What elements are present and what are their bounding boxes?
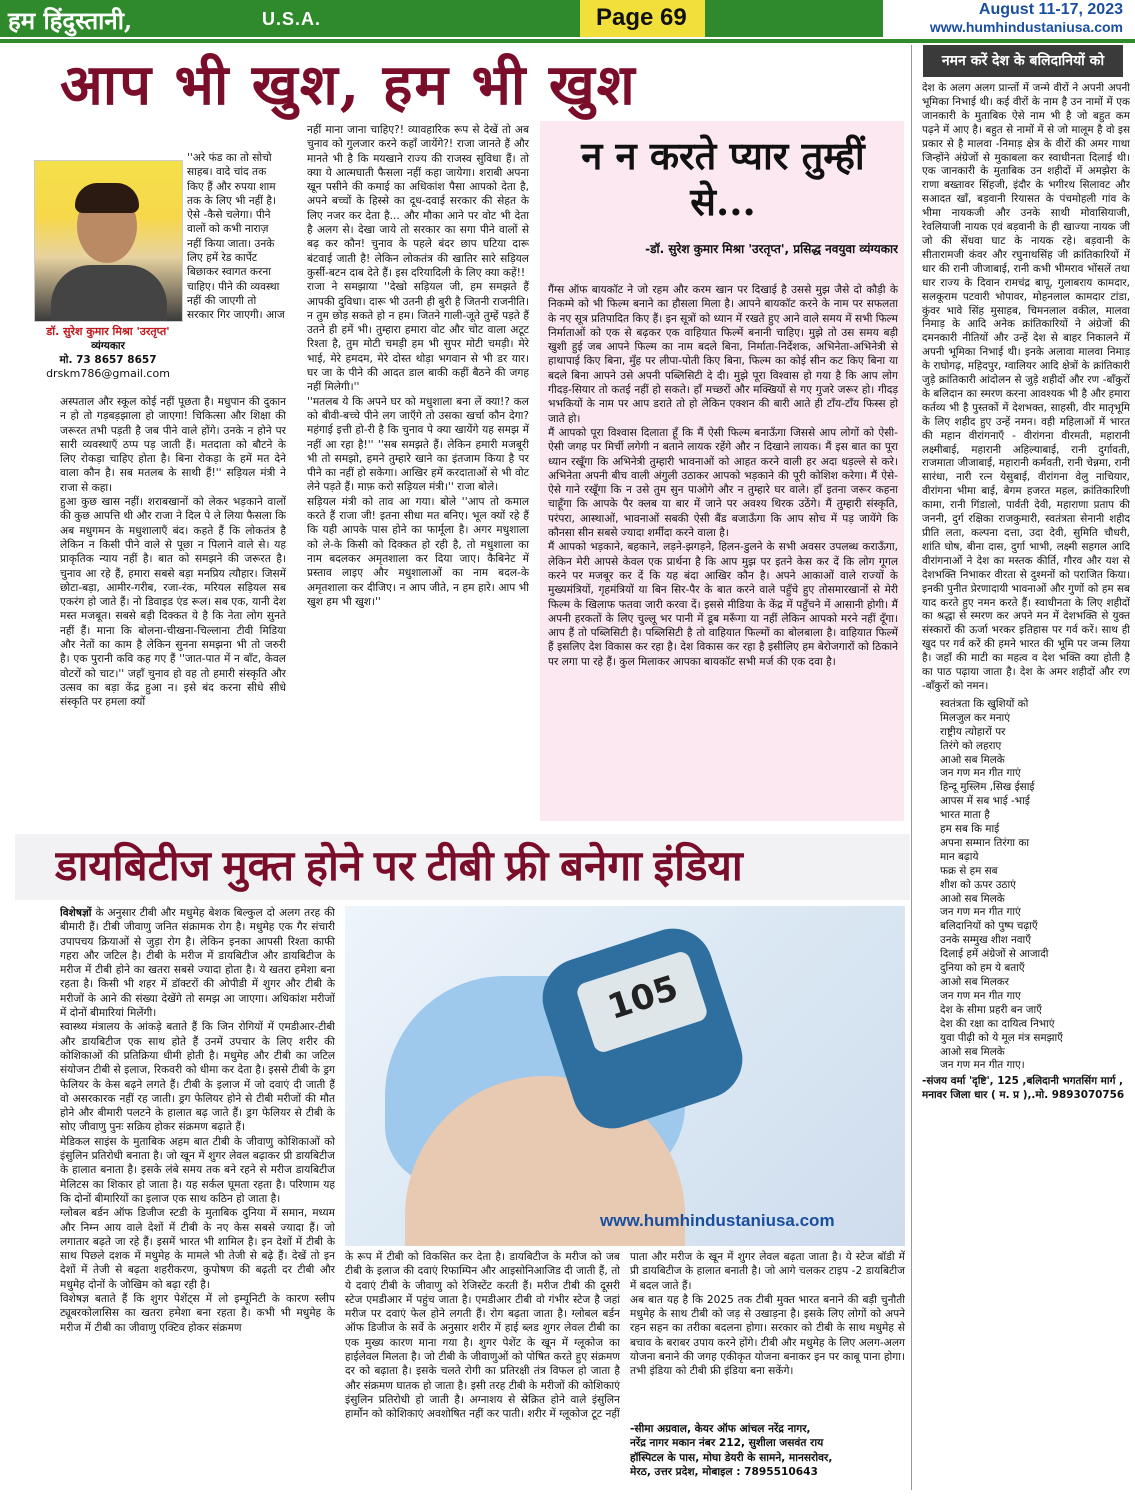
author-name: डॉ. सुरेश कुमार मिश्रा 'उरतृप्त' [46,325,170,338]
article1-col1-text: अस्पताल और स्कूल कोई नहीं पूछता है। मधुपान की दुकान न हो तो गड़बड़झाला हो जाएगा! चिकित्सा और शिक्षा की जरूरत तभी पड़ती है जब पीने वाले होंगे। उनके न होने पर सारी व्यवस्थाएँ ठप्प पड़ जाती हैं। मतदाता को बौटने के लिए रोकड़ा चाहिए होता है। बिना रोकड़ा के हमें मत देने वाला कौन है। सब मतलब के साथी हैं!'' सड़ियल मंत्री ने राजा से कहा। हुआ कुछ खास नहीं। शराबखानों को लेकर भड़काने वालों की कुछ आपत्ति थी और राजा ने दिल पे ले लिया फैसला कि अब मधुगमन के मधुशालाएँ बंद। कहते हैं कि लोकतंत्र है लेकिन न किसी पीने वाले से पूछा न पिलाने वाले से। यह प्राकृतिक न्याय नहीं है। बात को समझने की जरूरत है। चुनाव आ रहे हैं, हमारा सबसे बड़ा मनप्रिय त्यौहार। जिसमें छोटा-बड़ा, आमीर-गरीब, रजा-रंक, मरियल सड़ियल सब एकरंग हो जाते हैं। नो डिवाइड एंड रूल। सब एक, यानी देश मस्त मजबूत। सबसे बड़ी दिक्कत ये है कि नेता लोग सुनते नहीं हैं। माना कि बोलना-चीखना-चिल्लाना टीवी मिडिया और नेतों का काम है लेकिन सुनना समझना भी तो जरुरी है। एक पुरानी कवि कह गए हैं ''जात-पात में न बाँट, केवल वोटरों को चाट।'' जहाँ चुनाव हो वह तो हमारी संस्कृति और उत्सव का बड़ा केंद्र हुआ न। इसे बंद करना सीधे सीधे संस्कृति पर हमला क्यों [60,396,286,709]
glucose-reading: 105 [603,968,683,1028]
article3-col1-text [60,906,335,1335]
column-divider [911,45,912,1490]
author-photo [34,160,183,322]
author-photo-shirt [51,265,167,321]
article3-col3-text: पाता और मरीज के खून में शुगर लेवल बढ़ता जाता है। ये स्टेज बॉडी में प्री डायबिटीज के हालात बनाती है। जो आगे चलकर टाइप -2 डायबिटीज में बदल जाते हैं। अब बात यह है कि 2025 तक टीबी मुक्त भारत बनाने की बड़ी चुनौती मधुमेह के साथ टीबी को जड़ से उखाड़ना है। इसके लिए लोगों को अपने रहन सहन का तरीका बदलना होगा। सरकार को टीबी के साथ मधुमेह से बचाव के बराबर उपाय करने होंगे। टीबी और मधुमेह के लिए अलग-अलग योजना बनाने की जगह एकीकृत योजना बनाकर इन पर काबू पाना होगा। तभी इंडिया को टीबी फ्री इंडिया बना सकेंगे। [630,1251,905,1378]
article3-headline: डायबिटीज मुक्त होने पर टीबी फ्री बनेगा इंडिया [55,842,743,889]
sidebar-body: देश के अलग अलग प्रान्तों में जन्मे वीरों ने अपनी अपनी भूमिका निभाई थी। कई वीरों के नाम है उन नामों में एक जानकारी के मुताबिक ऐसे नाम भी है जो बहुत कम पढ़ने में आए है। बहुत से नामों में से जो मालूम है वो इस प्रकार से है मालवा -निमाड़ क्षेत्र के वीरों की अमर गाथा जिन्होंने अंग्रेजों से मुकाबला कर स्वाधीनता दिलाई थी। एक जानकारी के मुताबिक उन शहीदों में अमझेरा के राणा बख्तावर सिंहजी, इंदौर के भगीरथ सिलावट और सआदत खाँ, बड़वानी रियासत के पंचमोहली गांव के भीमा नायकजी और उनके साथी मोवासियाजी, रेवलियाजी नायक एवं बड़वानी के ही खाज्या नायक जी जो की सेंधवा घाट के नायक रहे। बड़वानी के सीतारामजी कंवर और रघुनाथसिंह जी क्रांतिकारियों में धार की रानी जीजाबाई, रानी कभी भीमराव भोंसलें तथा धार राज्य के दिवान रामचंद्र बापू, गुलाबराय कामदार, सलकूराम पटवारी भोपावर, मोहनलाल कामदार टांडा, कुंवर भावे सिंह मुसाहब, चिमनलाल वकील, मालवा निमाड़ के आदि अनेक क्रांतिकारियों ने अंग्रेजों की दमनकारी नीतियों और उन्हें देश से बाहर निकालने में अपनी भूमिका निभाई थी। इनके अलावा मालवा निमाड़ के राघोगढ़, महिदपुर, ग्वालियर आदि क्षेत्रों के क्रांतिकारी जुड़े क्रांतिकारी आंदोलन से जुड़े शहीदों और रण -बाँकुरों के बलिदान का स्मरण करना आवश्यक भी है और हमारा कर्तव्य भी है पुस्तकों में देशभक्त, साहसी, वीर मातृभूमि के लिए शहीद हुए उन्हें नमन। वही महिलाओं में भारत की महान वीरांगनाएँ - वीरांगना वीरमती, महारानी लक्ष्मीबाई, महारानी अहिल्याबाई, रानी दुर्गावती, राजमाता जीजाबाई, महारानी कर्मवती, रानी चेन्नमा, रानी सारंधा, नारी रत्न येसुबाई, वीरांगना वेलु नाचियार, वीरांगना भीमा बाई, बेगम हजरत महल, क्रांतिकारिणी कामा, रानी गिंडालो, पार्वती देवी, महाराणा प्रताप की जननी, दुर्ग रक्षिका राजकुमारी, स्वतंत्रता सेनानी शहीद प्रीति लता, कल्पना दत्ता, उदा देवी, सुमिति चौधरी, शांति घोष, बीना दास, दुर्गा भाभी, लक्ष्मी सहगल आदि वीरांगनाओं ने देश का मस्तक कीर्ति, गौरव और यश से देशभक्ति निभाकर वीरता से दुश्मनों को पराजित किया। इनकी पुनीत प्रेरणादायी भावनाओं और गुणों को हम सब याद करते हुए नमन करते हैं। स्वाधीनता के लिए शहीदों का श्रद्धा से स्मरण कर अपने मन में देशभक्ति से युक्त संस्कारों की ऊर्जा भरकर इतिहास पर गर्व करें। साथ ही खुद पर गर्व करें की हमने भारत की भूमि पर जन्म लिया है। जहाँ की माटी का महत्व व देश भक्ति क्या होती है का पाठ पढ़ाया जाता है। देश के अमर शहीदों और रण -बाँकुरों को नमन। [922,82,1130,692]
article3-col3 [630,1250,905,1410]
website-link[interactable]: www.humhindustaniusa.com [929,19,1123,35]
article1-headline: आप भी खुश, हम भी खुश [60,52,637,118]
article2-body [548,283,898,818]
sidebar-heading: नमन करें देश के बलिदानियों को [923,45,1123,77]
article3-col2 [345,1250,620,1490]
masthead-bar-right [705,0,883,37]
sidebar-signature: -संजय वर्मा 'दृष्टि', 125 ,बलिदानी भगतसिंग मार्ग , मनावर जिला धार ( म. प्र ),.मो. 9893070756 [922,1075,1125,1102]
issue-date: August 11-17, 2023 [978,1,1123,18]
author-email[interactable]: drskm786@gmail.com [46,367,170,380]
article3-col1 [60,906,335,1488]
author-box [34,324,182,394]
article3-col1-body: के अनुसार टीबी और मधुमेह बेशक बिल्कुल दो अलग तरह की बीमारी हैं। टीबी जीवाणु जनित संक्रामक रोग है। मधुमेह एक गैर संचारी उपापचय क्रियाओं से जुड़ा रोग है। लेकिन इनका आपसी रिश्ता काफी गहरा और जटिल है। टीबी के मरीज में डायबिटीज और डायबिटीज के मरीज में टीबी होने का खतरा सबसे ज्यादा होता है। ये खतरा हमेशा बना रहता है। किसी भी शहर में डॉक्टरों की ओपीडी में शुगर और टीबी के मरीजों के आने की संख्या देखेंगे तो समझ आ जाएगा। अधिकांश मरीजों में दोनों बीमारियां मिलेंगी। स्वास्थ्य मंत्रालय के आंकड़े बताते हैं कि जिन रोगियों में एमडीआर-टीबी और डायबिटीज एक साथ होते हैं उनमें उपचार के लिए शरीर की कोशिकाओं की प्रतिक्रिया धीमी होती है। मधुमेह और टीबी का जटिल संयोजन टीबी से इलाज, रिकवरी को धीमा कर देता है। इससे टीबी के ड्रग फेलियर के केस बढ़ने लगते हैं। टीबी के इलाज में जो दवाएं दी जाती हैं वो असरकारक नहीं रह जाती। ड्रग फेलियर होने से टीबी मरीजों की मौत होने और बीमारी पलटने के हालात बढ़ जाते हैं। ड्रग फेलियर से टीबी के सोए जीवाणु पुनः सक्रिय होकर संक्रमण बढ़ाते हैं। मेडिकल साइंस के मुताबिक अहम बात टीबी के जीवाणु कोशिकाओं को इंसुलिन प्रतिरोधी बनाता है। जो खून में शुगर लेवल बढ़ाकर प्री डायबिटीज के हालात बनाता है। इसके लंबे समय तक बने रहने से मरीज डायबिटीज मेलिटस का शिकार हो जाता है। यह सर्कल घूमता रहता है। परिणाम यह कि दोनों बीमारियों का इलाज एक साथ कठिन हो जाता है। ग्लोबल बर्डन ऑफ डिजीज स्टडी के मुताबिक दुनिया में समान, मध्यम और निम्न आय वाले देशों में टीबी के नए केस सबसे ज्यादा हैं। जो लगातार बढ़ते जा रहे हैं। इसमें भारत भी शामिल है। इन देशों में टीबी के साथ पिछले दशक में मधुमेह के मामले भी तेजी से बढ़े हैं। देखें तो इन देशों में तेजी से बढ़ता शहरीकरण, कुपोषण की बढ़ती दर टीबी और मधुमेह दोनों के जोखिम को बढ़ा रही है। विशेषज्ञ बताते हैं कि शुगर पेशेंट्स में लो इम्यूनिटी के कारण स्लीप ट्यूबरकोलासिस का खतरा हमेशा बना रहता है। कभी भी मधुमेह के मरीज में टीबी का जीवाणु एक्टिव होकर संक्रमण [60,907,335,1334]
article1-col1-top-text: ''अरे फंड का तो सोचो साहब। वादे चांद तक किए हैं और रुपया शाम तक के लिए भी नहीं है। ऐसे -कैसे चलेगा। पीने वालों को कभी नाराज़ नहीं किया जाता। उनके लिए हमें रेड कार्पेट बिछाकर स्वागत करना चाहिए। पीने की व्यवस्था नहीं की जाएगी तो सरकार गिर जाएगी। आज [187,152,285,322]
article3-lead-word: विशेषज्ञों [60,907,92,919]
sidebar-poem: स्वतंत्रता कि खुशियों को मिलजुल कर मनाएं राष्ट्रीय त्योहारों पर तिरंगे को लहराए आओ सब मिलके जन गण मन गीत गाएं हिन्दू मुस्लिम ,सिख ईसाई आपस में सब भाई -भाई भारत माता है हम सब कि माई अपना सम्मान तिरंगा का मान बढ़ाये फक्र से हम सब शीश को ऊपर उठाएं आओ सब मिलके जन गण मन गीत गाएं बलिदानियों को पुष्प चढ़ाएँ उनके सम्मुख शीश नवाएँ दिलाई हमें अंग्रेजों से आजादी दुनिया को हम ये बताएँ आओ सब मिलकर जन गण मन गीत गाए देश के सीमा प्रहरी बन जाएँ देश की रक्षा का दायित्व निभाएं युवा पीढ़ी को ये मूल मंत्र समझाएँ आओ सब मिलके जन गण मन गीत गाए। [940,697,1063,1072]
glucose-meter-photo [345,906,905,1246]
article1-col2 [307,123,529,828]
article2-headline: न न करते प्यार तुम्हीं से... [581,133,865,224]
article1-col1 [60,395,286,828]
sidebar [922,82,1130,1492]
article3-col2-text: के रूप में टीबी को विकसित कर देता है। डायबिटीज के मरीज को जब टीबी के इलाज की दवाएं रिफाम्पिन और आइसोनिआजिड दी जाती हैं, तो ये दवाएं टीबी के जीवाणु को रेजिस्टेंट करती हैं। मरीज टीबी की दूसरी स्टेज एमडीआर में पहुंच जाता है। एमडीआर टीबी वो गंभीर स्टेज है जहां मरीज पर दवाएं फेल होने लगती हैं। रोग बढ़ता जाता है। ग्लोबल बर्डन ऑफ डिजीज के सर्वे के अनुसार शरीर में हाई ब्लड शुगर लेवल टीबी का एक मुख्य कारण माना गया है। शुगर पेशेंट के खून में ग्लूकोज का हाईलेवल मिलता है। जो टीबी के जीवाणुओं को पोषित करते हुए संक्रमण दर को बढ़ाता है। इसके चलते रोगी का प्रतिरक्षी तंत्र विफल हो जाता है और संक्रमण घातक हो जाता है। इसी तरह टीबी के मरीजों की कोशिकाएं इंसुलिन प्रतिरोधी हो जाती है। अग्नाशय से स्रेक्रित होने वाले इंसुलिन हार्मोन को कोशिकाएं अवशोषित नहीं कर पाती। शरीर में ग्लूकोज टूट नहीं [345,1251,620,1421]
photo-watermark: www.humhindustaniusa.com [600,1211,835,1230]
article3-signature: -सीमा अग्रवाल, केयर ऑफ आंचल नरेंद्र नागर, नरेंद्र नागर मकान नंबर 212, सुशीला जसवंत राय हॉस्पिटल के पास, मोघा डेयरी के सामने, मानसरोवर, मेरठ, उत्तर प्रदेश, मोबाइल : 7895510643 [630,1423,833,1478]
article1-col1-top [187,151,286,396]
article2-byline: -डॉ. सुरेश कुमार मिश्रा 'उरतृप्त', प्रसिद्ध नवयुवा व्यंग्यकार [645,242,898,256]
masthead [0,0,1135,40]
brand-usa: U.S.A. [262,9,322,29]
article2-body-text: गैंग्स ऑफ बायकॉट ने जो रहम और करम खान पर दिखाई है उससे मुझ जैसे दो कौड़ी के निकम्मे को भी फिल्म बनाने का हौसला मिला है। आपने बायकॉट करने के नाम पर सफलता के नए सूत्र प्रतिपादित किए हैं। इन सूत्रों को ध्यान में रखते हुए आने वाले समय में सभी फिल्म निर्माताओं को एक से बढ़कर एक वाहियात फिल्में बनानी चाहिए। मुझे तो उस समय बड़ी खुशी हुई जब आपने फिल्म का नाम बदले बिना, निर्माता-निर्देशक, अभिनेता-अभिनेत्री से हाथापाई किए बिना, मुँह पर लीपा-पोती किए बिना, फिल्म का कोई सीन कट किए बिना या बदले बिना आपने उसे अपनी पब्लिसिटी दे दी। मुझे पूरा विश्वास हो गया है कि आप लोग गीदड़-सियार तो कतई नहीं हो सकते। हाँ मच्छरों और मक्खियों से गए गुजरे जरूर हो। गीदड़ भभकियों के नाम पर आप डराते तो हो लेकिन एक्शन की बारी आते ही टाँय-टाँय फिस्स हो जाते हो। मैं आपको पूरा विश्वास दिलाता हूँ कि मैं ऐसी फिल्म बनाऊँगा जिससे आप लोगों को ऐसी-ऐसी जगह पर मिर्ची लगेगी न बताने लायक रहेंगे और न दिखाने लायक। मैं इस बात का पूरा ध्यान रखूँगा कि अभिनेत्री तुम्हारी भावनाओं को आहत करने वाली हर अदा धड़ल्ले से करे। अभिनेता अपनी बीच वाली अंगुली उठाकर आपको भड़काने की पूरी कोशिश करेगा। मैं ऐसे-ऐसे गाने रखूँगा कि न उसे तुम सुन पाओगे और न तुम्हारे घर वाले। हाँ इतना जरूर कहना चाहूँगा कि आपके पैर क्लब या बार में जाने पर अवश्य थिरक उठेंगे। मैं तुम्हारी संस्कृति, परंपरा, आस्थाओं, भावनाओं सबकी ऐसी बैंड बजाऊँगा कि आप सोच में पड़ जायेंगे कि कौनसा सीन सबसे ज्यादा शर्मीदा करने वाला है। मैं आपको भड़काने, बहकाने, लड़ने-झगड़ने, हिलन-डुलने के सभी अवसर उपलब्ध कराऊँगा, लेकिन मेरी आपसे केवल एक प्रार्थना है कि आप मुझ पर इतने केस कर दें कि लोग गूगल करने पर मजबूर कर दें कि यह बंदा आखिर कौन है। अपने आकाओं वाले राज्यों के मुख्यमंत्रियों, गृहमंत्रियों या बिन सिर-पैर के बात करने वाले पहुँचे हुए तोसमारखानों से मेरी फिल्म के खिलाफ फतवा जारी करवा दें। इससे मीडिया के केंद्र में पहुँचने में आसानी होगी। मैं अपनी हरकतों के लिए चुल्लू भर पानी में डूब मरूँगा या नहीं लेकिन आपको मरने नहीं दूँगा। आप हैं तो पब्लिसिटी है। पब्लिसिटी है तो वाहियात फिल्मों का बोलबाला है। वाहियात फिल्में हैं इसलिए देश विकास कर रहा है। देश विकास कर रहा है इसीलिए हम बेरोजगारों को ठिकाने पर लगा पा रहे हैं। कुल मिलाकर आपका बायकॉट सभी मर्ज की एक दवा है। [548,284,898,668]
brand-name: हम हिंदुस्तानी, [8,6,133,35]
article1-col2-text: नहीं माना जाना चाहिए?! व्यावहारिक रूप से देखें तो अब चुनाव को गुलजार करने कहाँ जायेंगे?! राजा जानते हैं और मानते भी है कि मयखाने राज्य की राजस्व सुविधा हैं। तो क्या ये आत्मघाती फैसला नहीं कहा जायेगा। शराबी अपना खून पसीने की कमाई का अधिकांश पैसा आपको देता है, अपने बच्चों के हिस्से का दूध-दवाई सरकार की सेहत के लिए नजर कर देता है... और मौका आने पर वोट भी देता है अलग से। देखा जाये तो सरकार का सगा पीने वालों से बढ़ कर कौन! चुनाव के पहले बंदर छाप घटिया दारू बंटवाई जाती है! लेकिन लोकतंत्र की खातिर सारे सड़ियल कुर्सी-बटन दाब देते हैं। इस दरियादिली के लिए क्या कहें!! राजा ने समझाया ''देखो सड़ियल जी, हम समझते हैं आपकी दुविधा। दारू भी उतनी ही बुरी है जितनी राजनीति। न तुम छोड़ सकते हो न हम। जितने गाली-जूते तुम्हें पड़ते हैं उतने ही हमें भी। तुम्हारा हमारा वोट और चोट वाला अटूट रिश्ता है, तुम मोटी चमड़ी हम भी सुपर मोटी चमड़ी। मेरे भाई, मेरे हमदम, मेरे दोस्त थोड़ा भगवान से भी डर यार। घर जा के पीने की आदत डाल बाकी कहीं बैठने की जगह नहीं मिलेगी।'' ''मतलब ये कि अपने घर को मधुशाला बना लें क्या!? कल को बीवी-बच्चे पीने लग जाएँगे तो उसका खर्चा कौन देगा? महंगाई इत्ती हो-री है कि चुनाव पे क्या खायेंगे यह समझ में नहीं आ रहा है!'' ''सब समझते हैं। लेकिन हमारी मजबूरी भी तो समझो, हमने तुम्हारे खाने का इंतजाम किया है पर पीने का नहीं हो सकेगा। आखिर हमें करदाताओं से भी वोट लेने पड़ते हैं। माफ़ करो सड़ियल मंत्री।'' राजा बोले। सड़ियल मंत्री को ताव आ गया। बोले ''आप तो कमाल करते हैं राजा जी! इतना सीधा मत बनिए। भूल क्यों रहे हैं कि यही आपके पास होने का फार्मूला है। अगर मधुशाला को ले-के किसी को दिक्कत हो रही है, तो मधुशाला का नाम बदलकर अमृतशाला कर दिया जाए। कैबिनेट में प्रस्ताव लाइए और मधुशालाओं का नाम बदल-के अमृतशाला कर दीजिए। न आप जीते, न हम हारे। आप भी खुश हम भी खुश।'' [307,124,529,608]
author-role: व्यंग्यकार [91,340,125,352]
author-photo-hair [75,183,139,213]
masthead-rule [0,39,1135,43]
author-mobile: मो. 73 8657 8657 [59,354,157,366]
page-number: Page 69 [596,4,687,31]
